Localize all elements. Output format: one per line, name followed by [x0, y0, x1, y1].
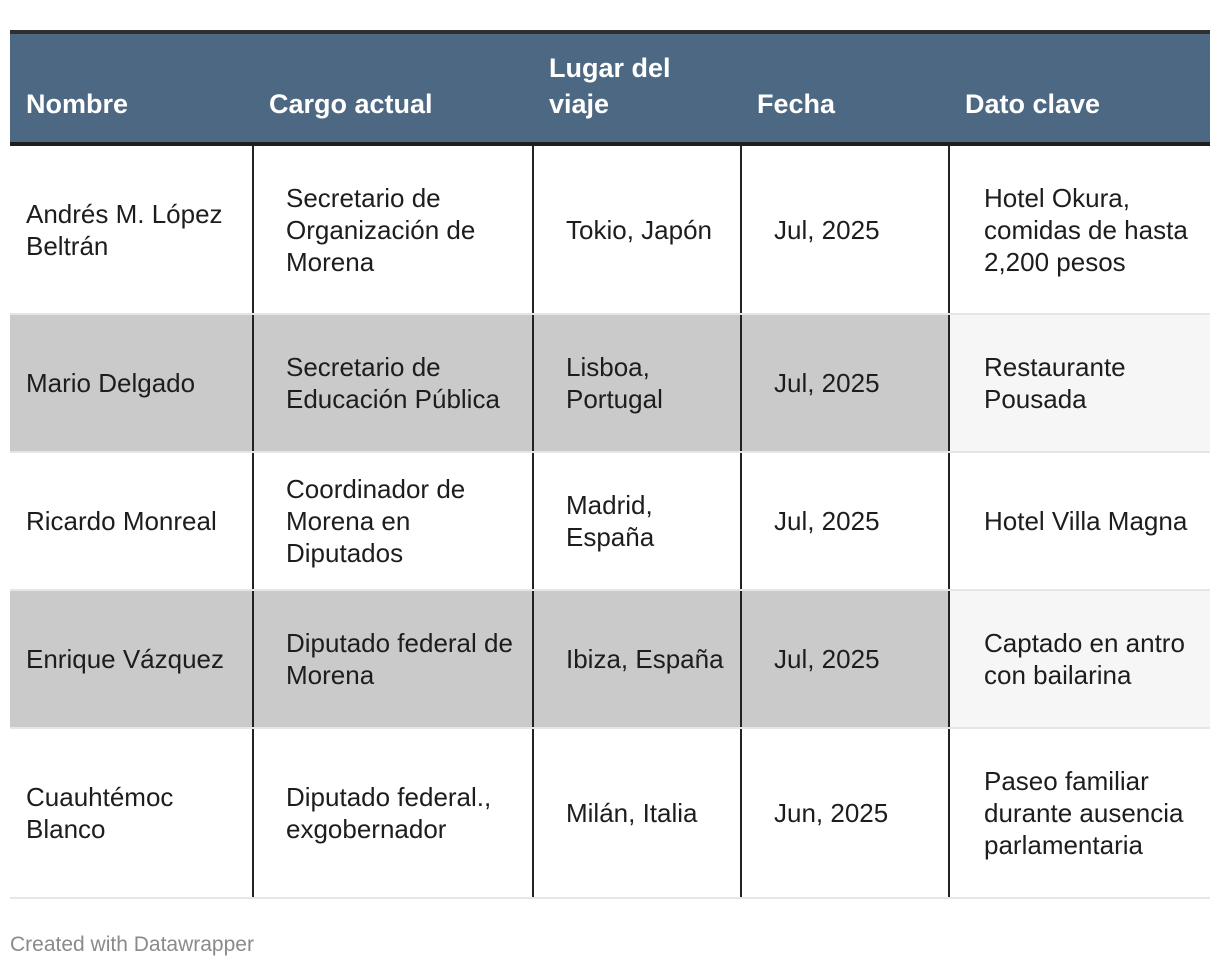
cell-fecha: Jun, 2025 [741, 728, 949, 898]
cell-dato: Captado en antro con bailarina [949, 590, 1210, 728]
header-nombre[interactable]: Nombre [10, 32, 253, 144]
cell-fecha: Jul, 2025 [741, 590, 949, 728]
cell-fecha: Jul, 2025 [741, 144, 949, 314]
header-lugar[interactable]: Lugar del viaje [533, 32, 741, 144]
cell-dato: Hotel Okura, comidas de hasta 2,200 pesos [949, 144, 1210, 314]
cell-nombre: Cuauhtémoc Blanco [10, 728, 253, 898]
cell-lugar: Ibiza, España [533, 590, 741, 728]
header-fecha[interactable]: Fecha [741, 32, 949, 144]
cell-nombre: Ricardo Monreal [10, 452, 253, 590]
header-dato[interactable]: Dato clave [949, 32, 1210, 144]
cell-lugar: Madrid, España [533, 452, 741, 590]
cell-cargo: Secretario de Educación Pública [253, 314, 533, 452]
cell-cargo: Coordinador de Morena en Diputados [253, 452, 533, 590]
cell-lugar: Milán, Italia [533, 728, 741, 898]
cell-lugar: Lisboa, Portugal [533, 314, 741, 452]
cell-nombre: Andrés M. López Beltrán [10, 144, 253, 314]
cell-nombre: Enrique Vázquez [10, 590, 253, 728]
header-cargo[interactable]: Cargo actual [253, 32, 533, 144]
datawrapper-credit[interactable]: Created with Datawrapper [10, 933, 254, 956]
cell-cargo: Diputado federal de Morena [253, 590, 533, 728]
cell-fecha: Jul, 2025 [741, 314, 949, 452]
cell-dato: Restaurante Pousada [949, 314, 1210, 452]
table-row [10, 144, 1210, 314]
cell-lugar: Tokio, Japón [533, 144, 741, 314]
cell-dato: Paseo familiar durante ausencia parlamentaria [949, 728, 1210, 898]
cell-dato: Hotel Villa Magna [949, 452, 1210, 590]
table-row [10, 728, 1210, 898]
data-table [10, 30, 1210, 899]
cell-cargo: Secretario de Organización de Morena [253, 144, 533, 314]
table-row [10, 590, 1210, 728]
cell-nombre: Mario Delgado [10, 314, 253, 452]
cell-fecha: Jul, 2025 [741, 452, 949, 590]
data-table-container [10, 30, 1210, 899]
table-header-row [10, 32, 1210, 144]
table-row [10, 314, 1210, 452]
table-row [10, 452, 1210, 590]
cell-cargo: Diputado federal., exgobernador [253, 728, 533, 898]
